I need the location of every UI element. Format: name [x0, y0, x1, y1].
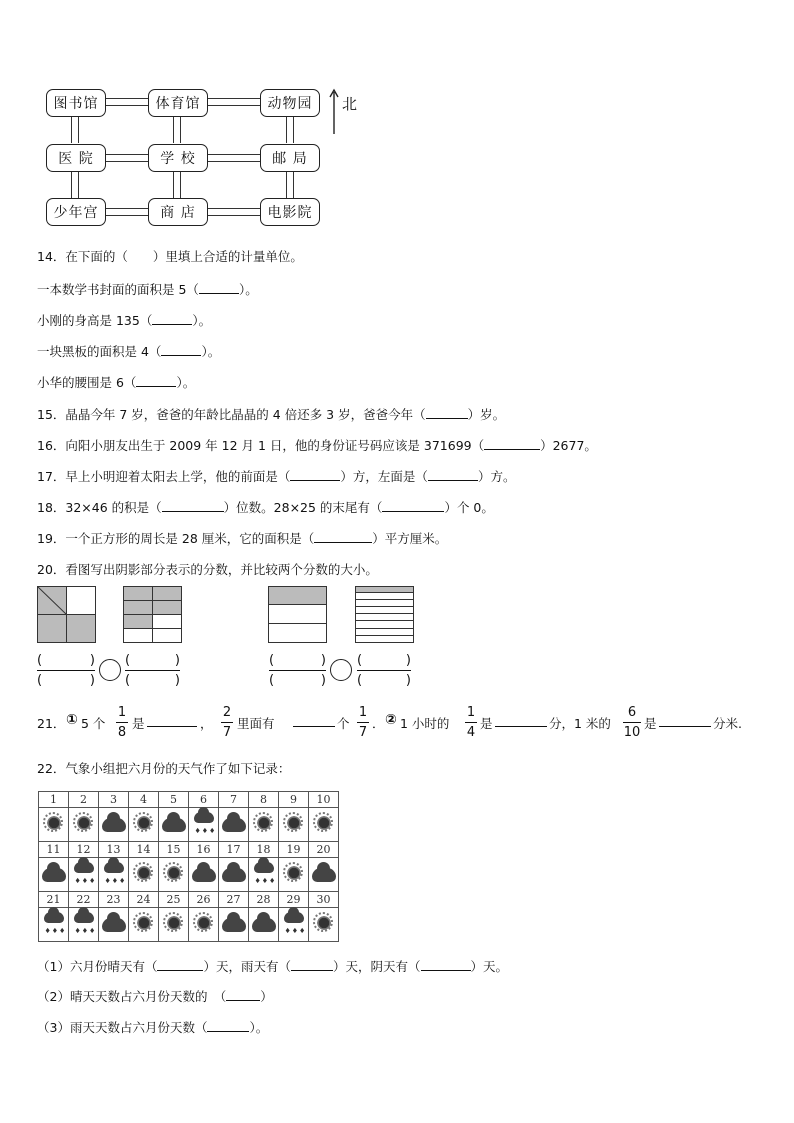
answer-blank[interactable] — [161, 343, 201, 356]
day-number: 9 — [279, 792, 309, 808]
q21-text: 5 个 — [81, 716, 106, 731]
cloudy-icon — [222, 818, 246, 832]
day-number: 8 — [249, 792, 279, 808]
rainy-icon: ♦♦♦ — [283, 910, 305, 936]
q21-part-2-marker: ② — [385, 712, 397, 728]
weather-cell — [99, 808, 129, 842]
q20-title: 20．看图写出阴影部分表示的分数，并比较两个分数的大小。 — [37, 562, 378, 577]
answer-blank[interactable] — [659, 714, 711, 727]
day-number: 4 — [129, 792, 159, 808]
fraction-answer-1[interactable]: ( ) ( ) — [37, 653, 95, 688]
weather-cell — [129, 808, 159, 842]
rainy-icon: ♦♦♦ — [193, 810, 215, 836]
q19: 19．一个正方形的周长是 28 厘米，它的面积是（ ）平方厘米。 — [37, 531, 448, 546]
fraction-answer-2[interactable]: ( ) ( ) — [125, 653, 180, 688]
day-number: 10 — [309, 792, 339, 808]
q17: 17．早上小明迎着太阳去上学，他的前面是（ ）方，左面是（ ）方。 — [37, 469, 516, 484]
answer-blank[interactable] — [199, 281, 239, 294]
road — [286, 117, 294, 143]
weather-cell — [279, 858, 309, 892]
weather-cell — [129, 908, 159, 942]
day-number: 27 — [219, 892, 249, 908]
compare-circle-2[interactable] — [330, 659, 352, 681]
rainy-icon: ♦♦♦ — [43, 910, 65, 936]
road — [106, 208, 148, 216]
q21-number: 21． — [37, 716, 66, 731]
q21-text: 是 — [132, 716, 145, 731]
day-number: 16 — [189, 842, 219, 858]
day-number: 17 — [219, 842, 249, 858]
answer-blank[interactable] — [291, 958, 333, 971]
weather-cell — [69, 808, 99, 842]
road — [286, 171, 294, 198]
weather-cell — [189, 808, 219, 842]
weather-cell — [279, 808, 309, 842]
fraction-answer-3[interactable]: ( ) ( ) — [269, 653, 326, 688]
cloudy-icon — [42, 868, 66, 882]
answer-blank[interactable] — [495, 714, 547, 727]
weather-cell — [39, 808, 69, 842]
road — [106, 98, 148, 106]
weather-cell — [99, 908, 129, 942]
place-shop: 商 店 — [148, 198, 208, 226]
place-post: 邮 局 — [260, 144, 320, 172]
day-number: 2 — [69, 792, 99, 808]
weather-cell — [309, 908, 339, 942]
fraction-1-7: 1 7 — [358, 705, 368, 740]
weather-cell — [69, 908, 99, 942]
compare-circle-1[interactable] — [99, 659, 121, 681]
road — [106, 154, 148, 162]
answer-blank[interactable] — [293, 714, 335, 727]
day-number: 22 — [69, 892, 99, 908]
rainy-icon: ♦♦♦ — [73, 910, 95, 936]
day-number: 11 — [39, 842, 69, 858]
sunny-icon — [46, 815, 62, 831]
q21-text: 分，1 米的 — [549, 716, 611, 731]
q18: 18．32×46 的积是（ ）位数。28×25 的末尾有（ ）个 0。 — [37, 500, 494, 515]
sunny-icon — [286, 815, 302, 831]
road — [208, 208, 260, 216]
q21-text: 1 小时的 — [400, 716, 450, 731]
day-number: 19 — [279, 842, 309, 858]
road — [71, 117, 79, 143]
day-number: 18 — [249, 842, 279, 858]
weather-cell — [129, 858, 159, 892]
road — [173, 171, 181, 198]
weather-cell — [219, 908, 249, 942]
fraction-2-7: 2 7 — [222, 705, 232, 740]
answer-blank[interactable] — [314, 530, 372, 543]
weather-cell — [249, 858, 279, 892]
sunny-icon — [136, 865, 152, 881]
road — [208, 154, 260, 162]
answer-blank[interactable] — [290, 468, 340, 481]
weather-cell — [249, 808, 279, 842]
answer-blank[interactable] — [152, 312, 192, 325]
q21-text: 个 — [337, 716, 350, 731]
q22-sub-2: （2）晴天天数占六月份天数的 （ ） — [37, 989, 273, 1004]
sunny-icon — [196, 915, 212, 931]
answer-blank[interactable] — [421, 958, 471, 971]
north-arrow-icon — [328, 88, 340, 136]
cloudy-icon — [102, 818, 126, 832]
north-label: 北 — [342, 95, 358, 113]
cloudy-icon — [222, 918, 246, 932]
weather-cell — [309, 858, 339, 892]
weather-cell — [39, 908, 69, 942]
place-zoo: 动物园 — [260, 89, 320, 117]
weather-cell — [189, 908, 219, 942]
q20-figure-4 — [355, 586, 415, 644]
day-number: 1 — [39, 792, 69, 808]
q20-figure-1 — [37, 586, 97, 644]
answer-blank[interactable] — [382, 499, 444, 512]
weather-cell — [99, 858, 129, 892]
q21-text: 里面有 — [237, 716, 275, 731]
sunny-icon — [136, 915, 152, 931]
fraction-6-10: 6 10 — [623, 705, 641, 740]
weather-cell — [159, 808, 189, 842]
q21-part-1-marker: ① — [66, 712, 78, 728]
q15: 15．晶晶今年 7 岁，爸爸的年龄比晶晶的 4 倍还多 3 岁，爸爸今年（ ）岁。 — [37, 407, 506, 422]
q14-line-1: 一本数学书封面的面积是 5（ ）。 — [37, 282, 258, 297]
weather-cell — [279, 908, 309, 942]
road — [173, 117, 181, 143]
q22-title: 22．气象小组把六月份的天气作了如下记录： — [37, 761, 291, 776]
weather-cell — [309, 808, 339, 842]
rainy-icon: ♦♦♦ — [73, 860, 95, 886]
q16: 16．向阳小朋友出生于 2009 年 12 月 1 日，他的身份证号码应该是 371699（ ）2677。 — [37, 438, 597, 453]
sunny-icon — [286, 865, 302, 881]
place-library: 图书馆 — [46, 89, 106, 117]
weather-cell — [219, 808, 249, 842]
fraction-answer-4[interactable]: ( ) ( ) — [357, 653, 411, 688]
weather-cell — [219, 858, 249, 892]
day-number: 3 — [99, 792, 129, 808]
cloudy-icon — [192, 868, 216, 882]
day-number: 24 — [129, 892, 159, 908]
q21-text: 是 — [480, 716, 493, 731]
weather-cell — [189, 858, 219, 892]
q21-text: 分米. — [713, 716, 742, 731]
answer-blank[interactable] — [484, 437, 540, 450]
q20-figure-2 — [123, 586, 183, 644]
q20-figure-3 — [268, 586, 328, 644]
weather-cell — [69, 858, 99, 892]
answer-blank[interactable] — [428, 468, 478, 481]
answer-blank[interactable] — [426, 406, 468, 419]
q14-line-3: 一块黑板的面积是 4（ ）。 — [37, 344, 221, 359]
answer-blank[interactable] — [162, 499, 224, 512]
sunny-icon — [256, 815, 272, 831]
weather-cell — [39, 858, 69, 892]
place-youth: 少年宫 — [46, 198, 106, 226]
place-gym: 体育馆 — [148, 89, 208, 117]
sunny-icon — [166, 865, 182, 881]
fraction-1-8: 1 8 — [117, 705, 127, 740]
place-hospital: 医 院 — [46, 144, 106, 172]
place-school: 学 校 — [148, 144, 208, 172]
day-number: 26 — [189, 892, 219, 908]
weather-cell — [159, 908, 189, 942]
answer-blank[interactable] — [207, 1019, 249, 1032]
q21 — [37, 704, 777, 740]
sunny-icon — [76, 815, 92, 831]
cloudy-icon — [252, 918, 276, 932]
day-number: 7 — [219, 792, 249, 808]
answer-blank[interactable] — [157, 958, 203, 971]
road — [208, 98, 260, 106]
day-number: 20 — [309, 842, 339, 858]
day-number: 14 — [129, 842, 159, 858]
q14-title: 14．在下面的（ ）里填上合适的计量单位。 — [37, 249, 303, 264]
rainy-icon: ♦♦♦ — [253, 860, 275, 886]
day-number: 5 — [159, 792, 189, 808]
road — [71, 171, 79, 198]
day-number: 28 — [249, 892, 279, 908]
cloudy-icon — [162, 818, 186, 832]
sunny-icon — [136, 815, 152, 831]
day-number: 25 — [159, 892, 189, 908]
q14-line-4: 小华的腰围是 6（ ）。 — [37, 375, 196, 390]
day-number: 15 — [159, 842, 189, 858]
day-number: 6 — [189, 792, 219, 808]
cloudy-icon — [102, 918, 126, 932]
q14-line-2: 小刚的身高是 135（ ）。 — [37, 313, 212, 328]
place-cinema: 电影院 — [260, 198, 320, 226]
sunny-icon — [316, 815, 332, 831]
q22-sub-3: （3）雨天天数占六月份天数（ ）。 — [37, 1020, 269, 1035]
q21-text: 是 — [644, 716, 657, 731]
day-number: 21 — [39, 892, 69, 908]
answer-blank[interactable] — [136, 374, 176, 387]
answer-blank[interactable] — [147, 714, 197, 727]
answer-blank[interactable] — [226, 988, 260, 1001]
day-number: 23 — [99, 892, 129, 908]
day-number: 29 — [279, 892, 309, 908]
day-number: 12 — [69, 842, 99, 858]
cloudy-icon — [222, 868, 246, 882]
day-number: 13 — [99, 842, 129, 858]
day-number: 30 — [309, 892, 339, 908]
sunny-icon — [166, 915, 182, 931]
q22-sub-1: （1）六月份晴天有（ ）天，雨天有（ ）天，阴天有（ ）天。 — [37, 959, 509, 974]
cloudy-icon — [312, 868, 336, 882]
fraction-1-4: 1 4 — [466, 705, 476, 740]
weather-table — [38, 791, 339, 942]
weather-cell — [249, 908, 279, 942]
sunny-icon — [316, 915, 332, 931]
rainy-icon: ♦♦♦ — [103, 860, 125, 886]
weather-cell — [159, 858, 189, 892]
q21-text: ． — [372, 716, 385, 731]
q21-text: ， — [200, 716, 213, 731]
